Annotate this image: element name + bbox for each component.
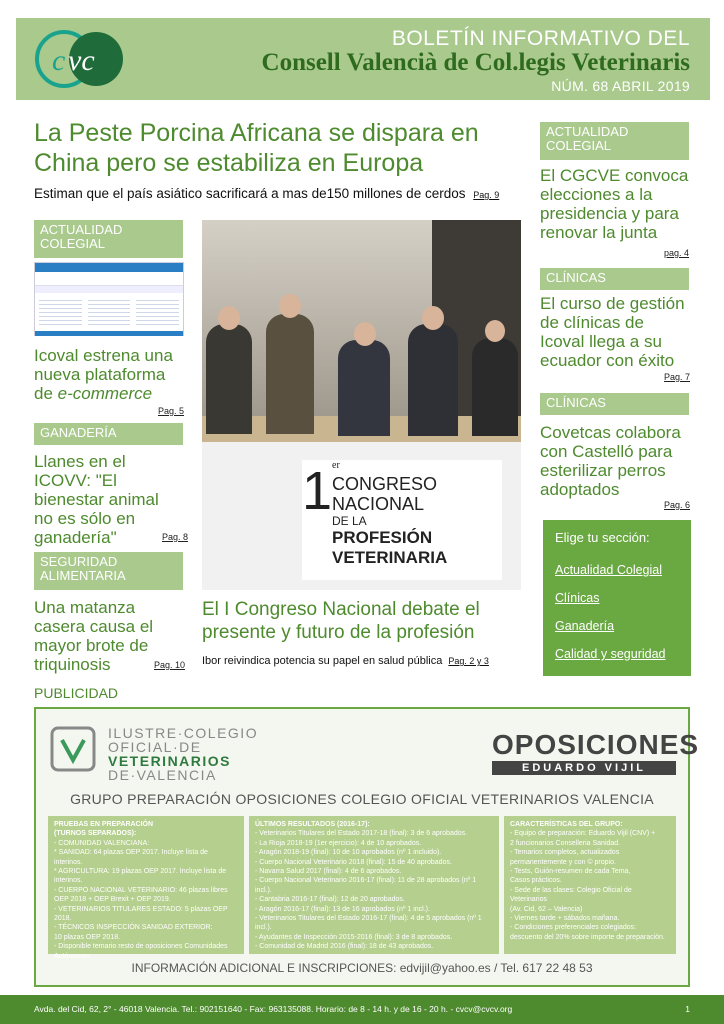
bulletin-label: BOLETÍN INFORMATIVO DEL <box>391 27 690 50</box>
ecommerce-screenshot-thumbnail <box>34 262 184 336</box>
svg-text:vc: vc <box>68 44 95 77</box>
grupo-heading: GRUPO PREPARACIÓN OPOSICIONES COLEGIO OFICIAL VETERINARIOS VALENCIA <box>70 791 654 807</box>
caracteristicas-box: CARACTERÍSTICAS DEL GRUPO: - Equipo de preparación: Eduardo Vijil (CNV) + 2 funcionarios Conselleria Sanidad. - Temarios completos, actualizados permanentemente y con © propio. - Tests, Guión-resumen de cada Tema, Casos prácticos. - Sede de las clases: Colegio Oficial de Veterinarios (Av. Cid, 62 – Valencia) - Viernes tarde + sábados mañana. - Condiciones preferenciales colegiados: descuento del 20% sobre importe de preparación. <box>504 816 676 954</box>
pruebas-box: PRUEBAS EN PREPARACIÓN (TURNOS SEPARADOS): - COMUNIDAD VALENCIANA: * SANIDAD: 64 plazas OEP 2017. Incluye lista de interinos. * AGRICULTURA: 19 plazas OEP 2017. Incluye lista de interinos. - CUERPO NACIONAL VETERINARIO: 46 plazas libres OEP 2018 + OEP Brexit + OEP 2019. - VETERINARIOS TITULARES ESTADO: 5 plazas OEP 2018. - TÉCNICOS INSPECCIÓN SANIDAD EXTERIOR: 10 plazas OEP 2018. - Disponible temario resto de oposiciones Comunidades Autónomas. <box>48 816 244 954</box>
ad-contact-info[interactable]: INFORMACIÓN ADICIONAL E INSCRIPCIONES: edvijil@yahoo.es / Tel. 617 22 48 53 <box>131 961 593 975</box>
section-link-ganaderia[interactable]: Ganadería <box>555 619 615 633</box>
covetcas-headline[interactable]: Covetcas colabora con Castelló para esterilizar perros adoptados <box>540 423 681 499</box>
page-number: 1 <box>685 1004 690 1014</box>
main-subtitle-text: Estiman que el país asiático sacrificará a mas de150 millones de cerdos <box>34 186 466 201</box>
tag-actualidad-colegial-left: ACTUALIDAD COLEGIAL <box>34 220 183 258</box>
publicidad-label: PUBLICIDAD <box>34 685 119 701</box>
section-link-clinicas[interactable]: Clínicas <box>555 591 600 605</box>
oposiciones-title: OPOSICIONES <box>492 729 700 760</box>
page-link-7[interactable]: Pag. 7 <box>664 372 691 382</box>
congress-photo <box>202 220 521 590</box>
congress-subtitle: Ibor reivindica potencia su papel en salud pública Pag. 2 y 3 <box>202 655 489 667</box>
footer <box>0 995 724 1024</box>
issue-number: NÚM. 68 ABRIL 2019 <box>551 78 690 94</box>
page-link-6[interactable]: Pag. 6 <box>664 500 691 510</box>
tag-seguridad-alimentaria: SEGURIDAD ALIMENTARIA <box>34 552 183 590</box>
svg-text:c: c <box>52 44 66 77</box>
congress-banner: 1 er CONGRESO NACIONAL DE LA PROFESIÓN VETERINARIA <box>302 460 502 580</box>
page-link-5[interactable]: Pag. 5 <box>158 406 185 416</box>
sections-title: Elige tu sección: <box>555 530 650 545</box>
main-subtitle <box>34 186 499 201</box>
tag-clinicas-1: CLÍNICAS <box>540 268 689 290</box>
tag-clinicas-2: CLÍNICAS <box>540 393 689 415</box>
section-link-actualidad[interactable]: Actualidad Colegial <box>555 563 663 577</box>
main-page-link[interactable]: Pag. 9 <box>473 190 500 200</box>
colegio-veterinarios-logo <box>50 726 96 772</box>
page-link-2-3[interactable]: Pag. 2 y 3 <box>448 656 489 666</box>
page-link-8[interactable]: Pag. 8 <box>162 532 189 542</box>
icoval-ecommerce-headline[interactable] <box>34 346 184 403</box>
section-link-calidad[interactable]: Calidad y seguridad <box>555 647 666 661</box>
tag-actualidad-colegial-right: ACTUALIDAD COLEGIAL <box>540 122 689 160</box>
page-link-10[interactable]: Pag. 10 <box>154 660 186 670</box>
triquinosis-headline[interactable]: Una matanza casera causa el mayor brote de triquinosis <box>34 598 154 674</box>
cgcve-elections-headline[interactable]: El CGCVE convoca elecciones a la presidencia y para renovar la junta <box>540 166 689 242</box>
gestion-clinicas-headline[interactable]: El curso de gestión de clínicas de Icoval llega a su ecuador con éxito <box>540 294 685 370</box>
congress-headline[interactable]: El I Congreso Nacional debate el presente y futuro de la profesión <box>202 599 480 643</box>
cvcv-logo <box>34 30 126 88</box>
main-headline[interactable]: La Peste Porcina Africana se dispara en China pero se estabiliza en Europa <box>34 119 479 177</box>
publisher-title: Consell Valencià de Col.legis Veterinaris <box>261 49 690 76</box>
tag-ganaderia: GANADERÍA <box>34 423 183 445</box>
colegio-name: ILUSTRE·COLEGIO OFICIAL·DE VETERINARIOS DE·VALENCIA <box>108 725 259 783</box>
ecommerce-emphasis: e-commerce <box>57 384 153 403</box>
page-link-4[interactable]: pag. 4 <box>664 248 690 258</box>
sections-box <box>543 520 691 676</box>
oposiciones-subtitle: EDUARDO VIJIL <box>492 761 676 775</box>
oposiciones-brand <box>492 729 700 775</box>
icoval-ecommerce-headline-text: Icoval estrena una nueva plataforma de <box>34 346 173 403</box>
resultados-box: ÚLTIMOS RESULTADOS (2016-17): - Veterinarios Titulares del Estado 2017-18 (final): 3 de 6 aprobados. - La Rioja 2018-19 (1er ejercicio): 4 de 10 aprobados. - Aragón 2018-19 (final): 10 de 10 aprobados (nº 1 incluido). - Cuerpo Nacional Veterinario 2018 (final): 15 de 40 aprobados. - Navarra Salud 2017 (final): 4 de 6 aprobados. - Cuerpo Nacional Veterinario 2016-17 (final): 11 de 28 aprobados (nº 1 incl.). - Cantabria 2016-17 (final): 12 de 20 aprobados. - Aragón 2016-17 (final): 13 de 16 aprobados (nº 1 incl.). - Veterinarios Titulares del Estado 2016-17 (final): 4 de 5 aprobados (nº 1 incl.). - Ayudantes de Inspección 2015-2016 (final): 3 de 8 aprobados. - Comunidad de Madrid 2016 (final): 18 de 43 aprobados. <box>249 816 499 954</box>
footer-address[interactable]: Avda. del Cid, 62, 2° - 46018 Valencia. Tel.: 902151640 - Fax: 963135088. Horario: de 8 - 14 h. y de 16 - 20 h. - cvcv@cvcv.org <box>34 1004 513 1014</box>
llanes-headline[interactable]: Llanes en el ICOVV: "El bienestar animal no es sólo en ganadería" <box>34 452 159 547</box>
